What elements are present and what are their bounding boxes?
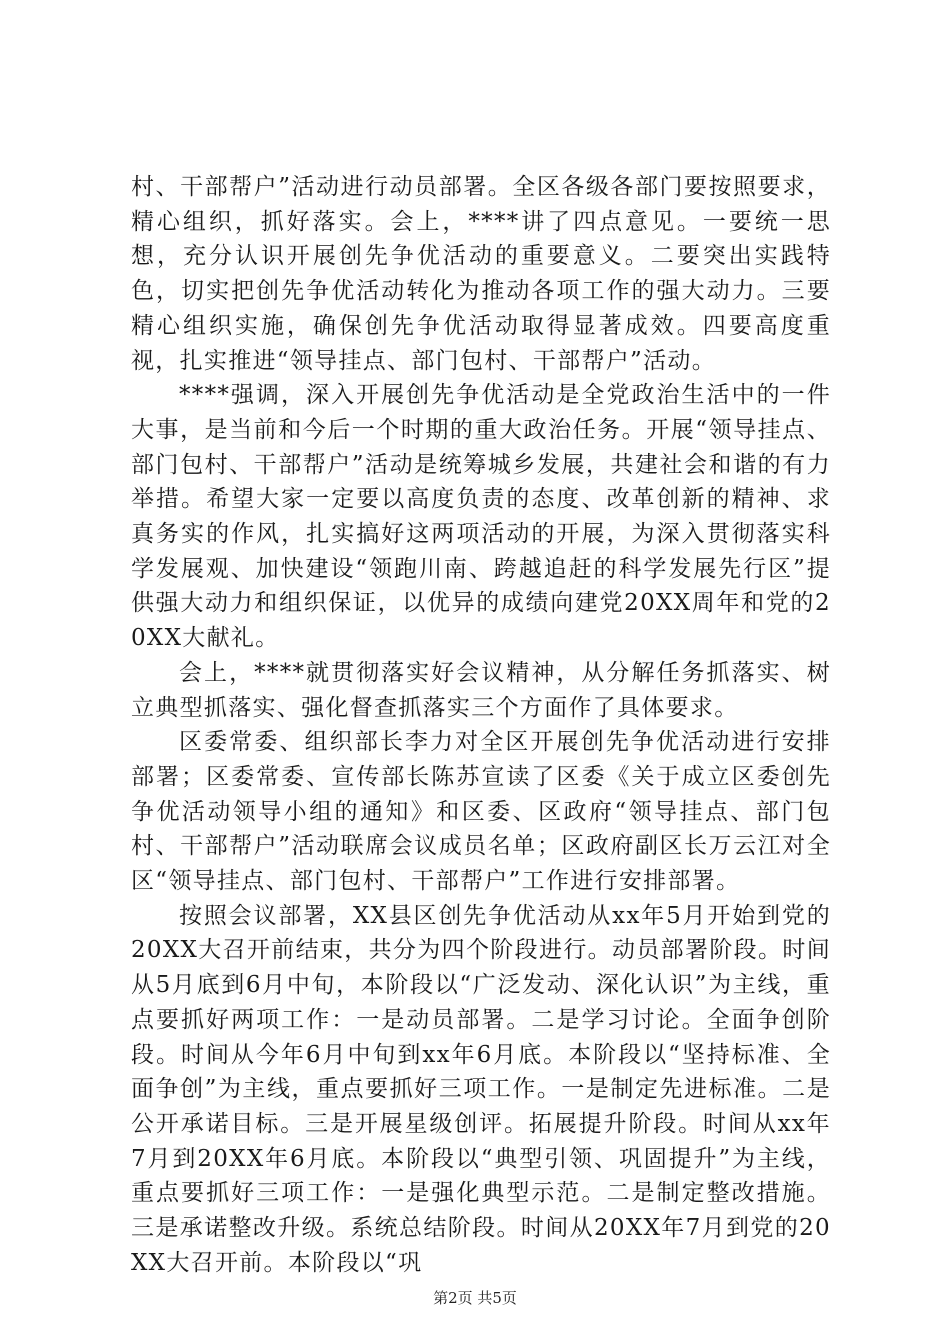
page-number-footer: 第2页 共5页 [433,1289,517,1307]
paragraph: 会上，****就贯彻落实好会议精神，从分解任务抓落实、树立典型抓落实、强化督查抓落实三个方面作了具体要求。 [131,659,831,721]
paragraph: 村、干部帮户”活动进行动员部署。全区各级各部门要按照要求，精心组织，抓好落实。会上，****讲了四点意见。一要统一思想，充分认识开展创先争优活动的重要意义。二要突出实践特色，切实把创先争优活动转化为推动各项工作的强大动力。三要精心组织实施，确保创先争优活动取得显著成效。四要高度重视，扎实推进“领导挂点、部门包村、干部帮户”活动。 [131,174,831,374]
paragraph: ****强调，深入开展创先争优活动是全党政治生活中的一件大事，是当前和今后一个时期的重大政治任务。开展“领导挂点、部门包村、干部帮户”活动是统筹城乡发展，共建社会和谐的有力举措。希望大家一定要以高度负责的态度、改革创新的精神、求真务实的作风，扎实搞好这两项活动的开展，为深入贯彻落实科学发展观、加快建设“领跑川南、跨越追赶的科学发展先行区”提供强大动力和组织保证，以优异的成绩向建党20XX周年和党的20XX大献礼。 [131,382,831,652]
paragraph: 区委常委、组织部长李力对全区开展创先争优活动进行安排部署；区委常委、宣传部长陈苏宣读了区委《关于成立区委创先争优活动领导小组的通知》和区委、区政府“领导挂点、部门包村、干部帮户”活动联席会议成员名单；区政府副区长万云江对全区“领导挂点、部门包村、干部帮户”工作进行安排部署。 [131,729,831,895]
paragraph: 按照会议部署，XX县区创先争优活动从xx年5月开始到党的20XX大召开前结束，共分为四个阶段进行。动员部署阶段。时间从5月底到6月中旬，本阶段以“广泛发动、深化认识”为主线，重点要抓好两项工作：一是动员部署。二是学习讨论。全面争创阶段。时间从今年6月中旬到xx年6月底。本阶段以“坚持标准、全面争创”为主线，重点要抓好三项工作。一是制定先进标准。二是公开承诺目标。三是开展星级创评。拓展提升阶段。时间从xx年7月到20XX年6月底。本阶段以“典型引领、巩固提升”为主线，重点要抓好三项工作：一是强化典型示范。二是制定整改措施。三是承诺整改升级。系统总结阶段。时间从20XX年7月到党的20XX大召开前。本阶段以“巩 [131,902,831,1276]
document-body [131,170,831,1281]
